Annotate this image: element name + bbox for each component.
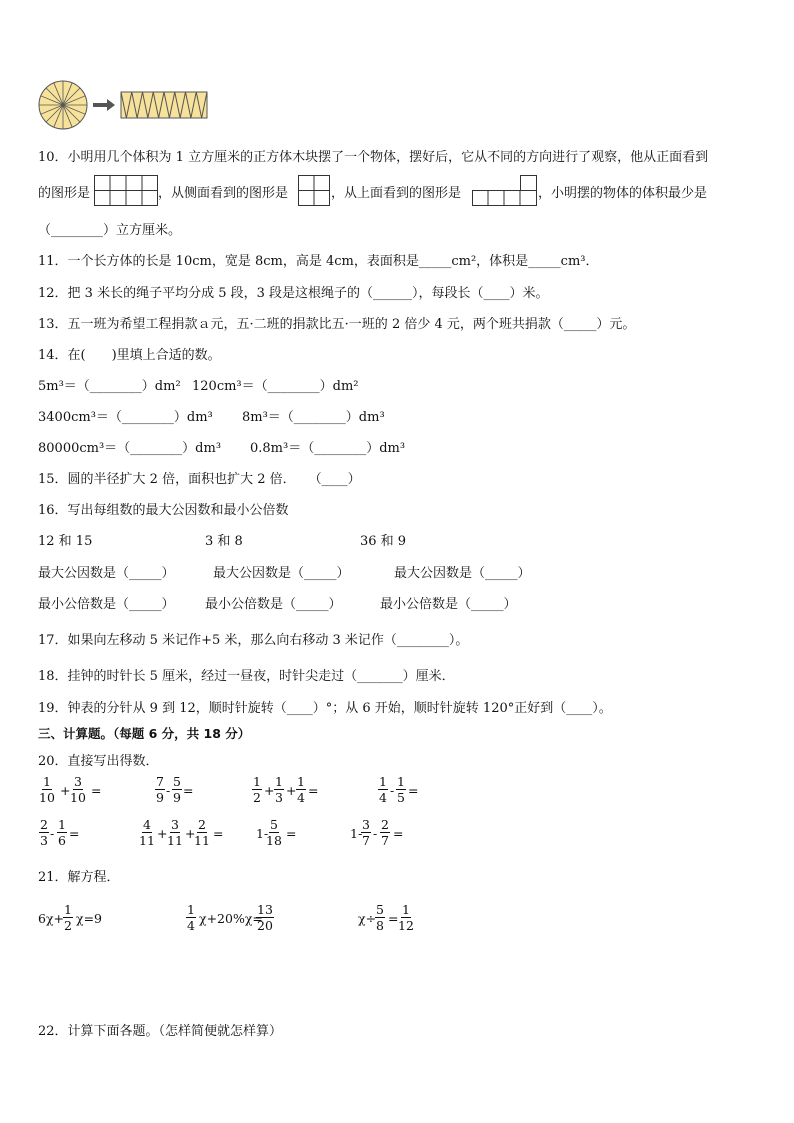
q20-title: 20．直接写出得数． [38, 754, 159, 769]
q14-r2b: 8m³＝（________）dm³ [242, 410, 385, 425]
q10-seg-c: ，从上面看到的图形是 [331, 186, 462, 201]
q10-seg-b: ，从侧面看到的图形是 [158, 186, 289, 201]
section-3-title: 三、计算题。（每题 6 分，共 18 分） [38, 726, 251, 741]
q16-group-3: 36 和 9 [360, 534, 407, 549]
q16-group-1: 12 和 15 [38, 534, 93, 549]
top-view-grid-icon [472, 175, 538, 206]
q16-lcm-2: 最小公倍数是（_____） [205, 597, 342, 612]
q10-seg-d: ，小明摆的物体的体积最少是 [538, 186, 708, 201]
pie-to-zigzag-figure [37, 80, 217, 132]
q10-line1: 10．小明用几个体积为 1 立方厘米的正方体木块摆了一个物体，摆好后，它从不同的方向进行了观察，他从正面看到 [38, 150, 709, 165]
front-view-grid-icon [94, 175, 158, 206]
q22: 22．计算下面各题。（怎样简便就怎样算） [38, 1024, 283, 1039]
q17: 17．如果向左移动 5 米记作+5 米，那么向右移动 3 米记作（________）。 [38, 633, 469, 648]
arrow-icon [93, 99, 115, 111]
q15: 15．圆的半径扩大 2 倍，面积也扩大 2 倍． （____） [38, 472, 361, 487]
q14-title: 14．在( )里填上合适的数。 [38, 348, 221, 363]
q16-gcd-1: 最大公因数是（_____） [38, 566, 175, 581]
q13: 13．五一班为希望工程捐款ａ元，五·二班的捐款比五·一班的 2 倍少 4 元，两个班共捐款（_____）元。 [38, 317, 636, 332]
q16-title: 16．写出每组数的最大公因数和最小公倍数 [38, 503, 289, 518]
q16-lcm-1: 最小公倍数是（_____） [38, 597, 175, 612]
q11: 11．一个长方体的长是 10cm，宽是 8cm，高是 4cm，表面积是_____cm²，体积是_____cm³． [38, 254, 599, 269]
q21-title: 21．解方程． [38, 870, 120, 885]
q16-group-2: 3 和 8 [205, 534, 243, 549]
q16-gcd-2: 最大公因数是（_____） [213, 566, 350, 581]
side-view-grid-icon [298, 175, 330, 206]
q14-r1a: 5m³＝（________）dm² [38, 379, 181, 394]
zigzag-parallelogram-icon [121, 92, 207, 118]
q16-lcm-3: 最小公倍数是（_____） [380, 597, 517, 612]
q10-seg-a: 的图形是 [38, 186, 91, 201]
q18: 18．挂钟的时针长 5 厘米，经过一昼夜，时针尖走过（_______）厘米． [38, 669, 455, 684]
circle-sectors-icon [39, 81, 87, 129]
q14-r1b: 120cm³＝（________）dm² [192, 379, 359, 394]
q10-line3: （________）立方厘米。 [38, 223, 182, 238]
q14-r2a: 3400cm³＝（________）dm³ [38, 410, 213, 425]
q14-r3b: 0.8m³＝（________）dm³ [250, 441, 406, 456]
q16-gcd-3: 最大公因数是（_____） [394, 566, 531, 581]
q19: 19．钟表的分针从 9 到 12，顺时针旋转（____）°；从 6 开始，顺时针旋转 120°正好到（____）。 [38, 701, 612, 716]
q12: 12．把 3 米长的绳子平均分成 5 段，3 段是这根绳子的（______），每段长（____）米。 [38, 286, 549, 301]
q14-r3a: 80000cm³＝（________）dm³ [38, 441, 222, 456]
